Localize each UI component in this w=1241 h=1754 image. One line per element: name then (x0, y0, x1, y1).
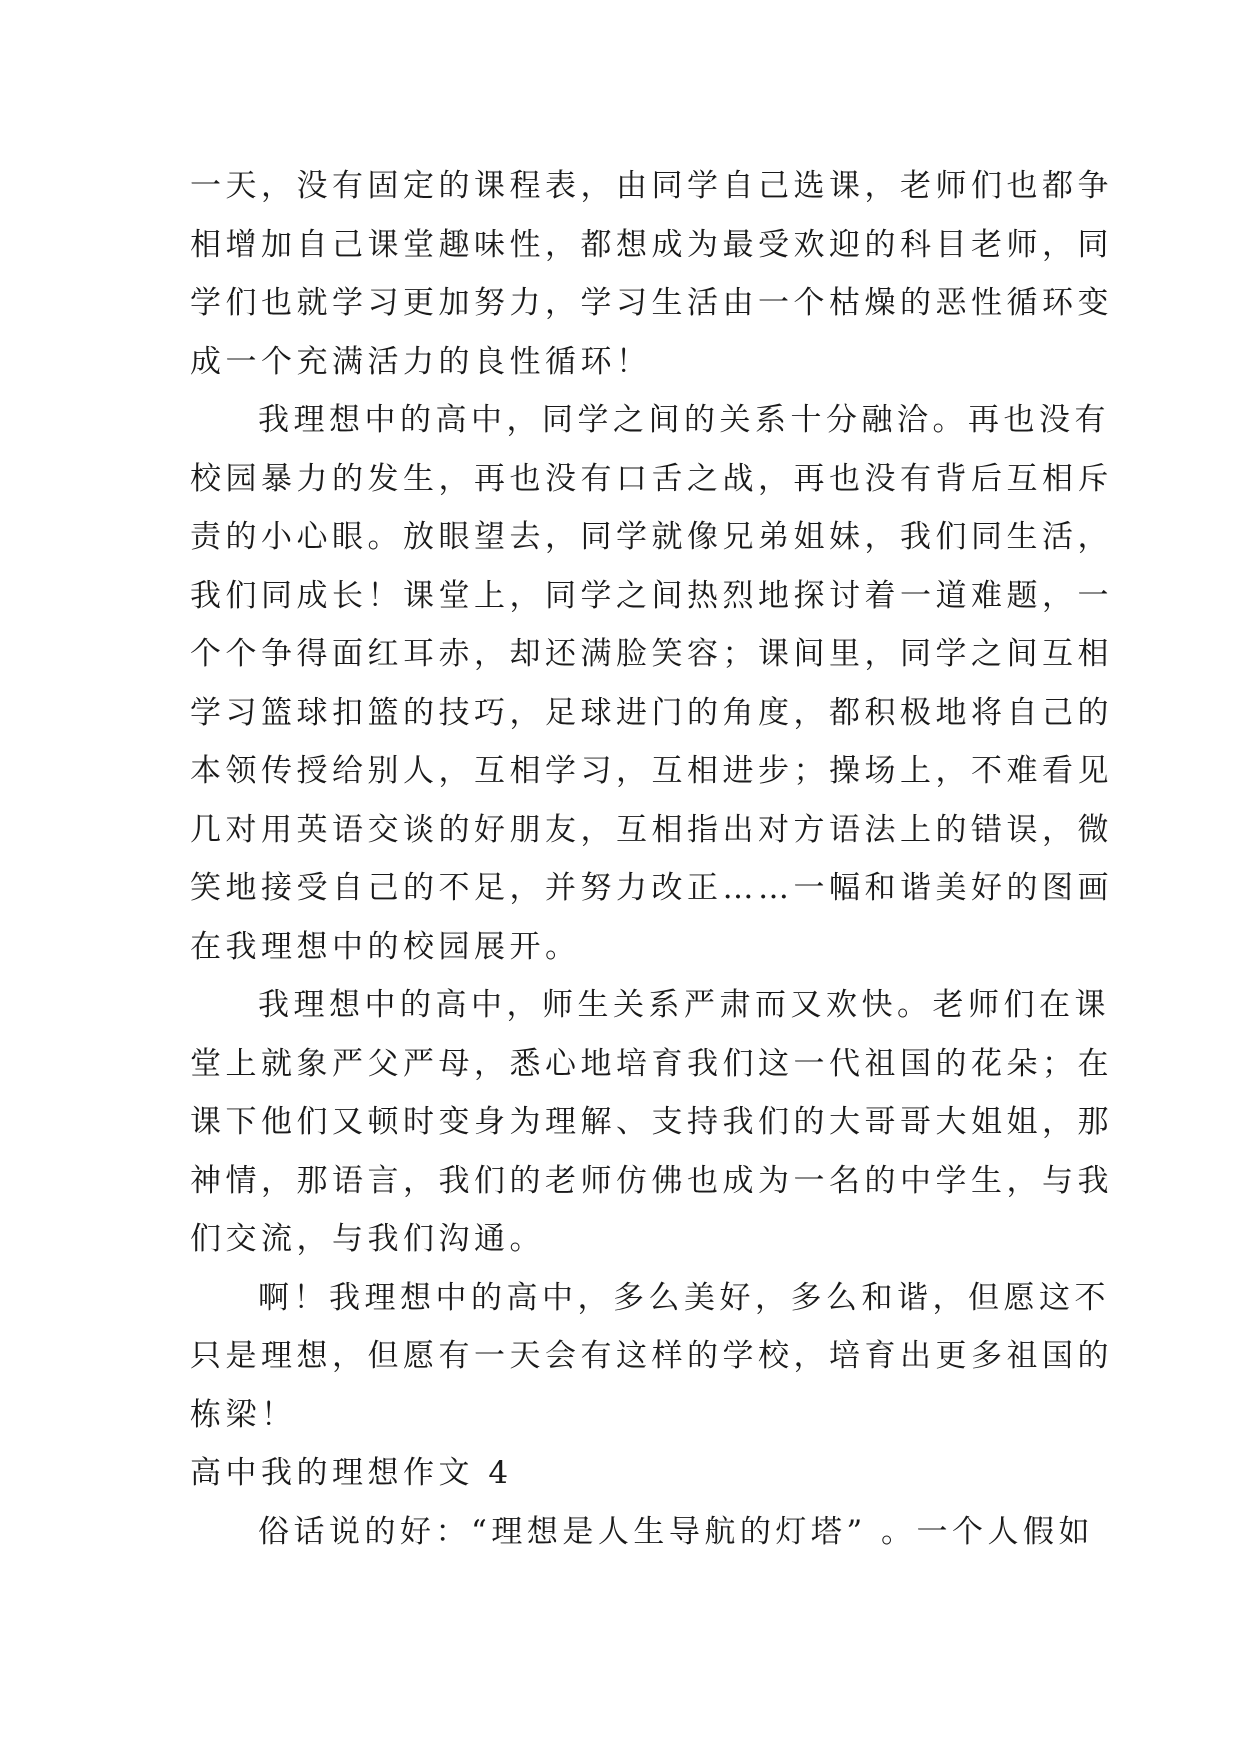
text-line: 学习篮球扣篮的技巧，足球进门的角度，都积极地将自己的 (190, 694, 1113, 731)
text-line: 笑地接受自己的不足，并努力改正……一幅和谐美好的图画 (190, 870, 1113, 906)
text-line: 成一个充满活力的良性循环！ (190, 343, 652, 380)
paragraph-first-line: 我理想中的高中，同学之间的关系十分融洽。再也没有 (258, 402, 1110, 438)
text-line: 神情，那语言，我们的老师仿佛也成为一名的中学生，与我 (190, 1162, 1113, 1199)
text-line: 课下他们又顿时变身为理解、支持我们的大哥哥大姐姐，那 (190, 1104, 1113, 1140)
text-line: 们交流，与我们沟通。 (190, 1221, 545, 1257)
paragraph-first-line: 我理想中的高中，师生关系严肃而又欢快。老师们在课 (258, 987, 1110, 1023)
text-line: 几对用英语交谈的好朋友，互相指出对方语法上的错误，微 (190, 811, 1113, 848)
text-line: 在我理想中的校园展开。 (190, 928, 581, 965)
text-line: 本领传授给别人，互相学习，互相进步；操场上，不难看见 (190, 753, 1113, 789)
text-line: 只是理想，但愿有一天会有这样的学校，培育出更多祖国的 (190, 1338, 1113, 1374)
essay-body (190, 157, 1113, 1561)
text-line: 相增加自己课堂趣味性，都想成为最受欢迎的科目老师，同 (190, 226, 1113, 263)
paragraph-first-line: 俗话说的好：“理想是人生导航的灯塔” 。一个人假如 (258, 1513, 1095, 1550)
text-line: 个个争得面红耳赤，却还满脸笑容；课间里，同学之间互相 (190, 636, 1113, 672)
text-line: 学们也就学习更加努力，学习生活由一个枯燥的恶性循环变 (190, 285, 1113, 321)
text-line: 责的小心眼。放眼望去，同学就像兄弟姐妹，我们同生活， (190, 519, 1113, 555)
text-line: 校园暴力的发生，再也没有口舌之战，再也没有背后互相斥 (190, 460, 1113, 497)
text-line: 堂上就象严父严母，悉心地培育我们这一代祖国的花朵；在 (190, 1045, 1113, 1082)
text-line: 一天，没有固定的课程表，由同学自己选课，老师们也都争 (190, 168, 1113, 204)
paragraph-first-line: 啊！我理想中的高中，多么美好，多么和谐，但愿这不 (258, 1279, 1110, 1316)
section-heading: 高中我的理想作文 4 (190, 1455, 513, 1491)
text-line: 我们同成长！课堂上，同学之间热烈地探讨着一道难题，一 (190, 577, 1113, 614)
text-line: 栋梁！ (190, 1396, 297, 1433)
